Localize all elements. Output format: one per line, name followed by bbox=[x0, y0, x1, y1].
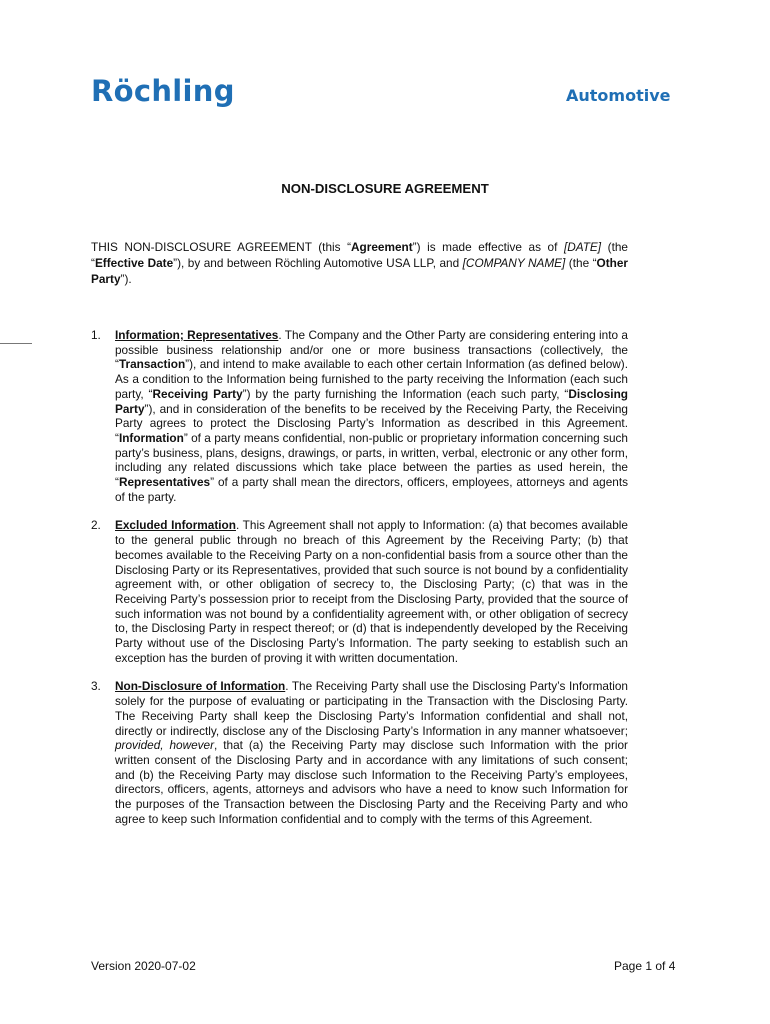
division-label: Automotive bbox=[566, 86, 671, 105]
section-non-disclosure bbox=[91, 679, 628, 826]
term-effective-date: Effective Date bbox=[94, 255, 174, 270]
section-heading: Non-Disclosure of Information bbox=[115, 679, 286, 694]
section-information-representatives bbox=[91, 328, 628, 504]
company-logo: Röchling bbox=[91, 74, 235, 108]
intro-paragraph: THIS NON-DISCLOSURE AGREEMENT (this “Agreement”) is made effective as of [DATE] (the “Effective Date”), by and between Röchling Automotive USA LLP, and [COMPANY NAME] (the “Other Party”). bbox=[91, 240, 629, 286]
margin-mark bbox=[0, 343, 32, 344]
section-number: 3. bbox=[91, 679, 101, 694]
footer-version: Version 2020-07-02 bbox=[91, 959, 196, 973]
section-number: 1. bbox=[91, 328, 101, 342]
section-text: Information; Representatives. The Company and the Other Party are considering entering into a possible business relationship and/or one or more business transactions (collectively, the “Transaction”), and intend to make available to each other certain Information (as defined below). As a condition to the Information being furnished to the party receiving the Information (each such party, “Receiving Party”) by the party furnishing the Information (each such party, “Disclosing Party”), and in consideration of the benefits to be received by the Receiving Party, the Receiving Party agrees to protect the Disclosing Party’s Information as described in this Agreement. “Information” of a party means confidential, non-public or proprietary information concerning such party’s business, plans, designs, drawings, or parts, in written, verbal, electronic or any other form, including any related discussions which take place between the parties as used herein, the “Representatives” of a party shall mean the directors, officers, employees, attorneys and agents of the party. bbox=[115, 328, 628, 504]
section-text: Non-Disclosure of Information. The Receiving Party shall use the Disclosing Party’s Information solely for the purpose of evaluating or participating in the Transaction with the Disclosing Party. The Receiving Party shall keep the Disclosing Party’s Information confidential and shall not, directly or indirectly, disclose any of the Disclosing Party’s Information in any manner whatsoever; provided, however, that (a) the Receiving Party may disclose such Information with the prior written consent of the Disclosing Party and in accordance with any limitations of such consent; and (b) the Receiving Party may disclose such Information to the Receiving Party’s employees, directors, officers, agents, attorneys and advisors who have a need to know such Information for the purposes of the Transaction between the Disclosing Party and the Receiving Party and who agree to keep such Information confidential and to comply with the terms of this Agreement. bbox=[115, 679, 628, 826]
section-heading: Excluded Information bbox=[115, 518, 236, 533]
section-heading: Information; Representatives bbox=[115, 328, 279, 342]
company-name-placeholder: [COMPANY NAME] bbox=[462, 255, 566, 270]
document-title: NON-DISCLOSURE AGREEMENT bbox=[281, 181, 489, 196]
date-placeholder: [DATE] bbox=[563, 240, 602, 254]
footer-page-number: Page 1 of 4 bbox=[614, 959, 676, 973]
term-other-party: Other Party bbox=[91, 255, 629, 286]
section-number: 2. bbox=[91, 518, 101, 533]
section-excluded-information bbox=[91, 518, 628, 665]
term-agreement: Agreement bbox=[351, 240, 413, 254]
section-text: Excluded Information. This Agreement shall not apply to Information: (a) that becomes available to the general public through no breach of this Agreement by the Receiving Party; (b) that becomes available to the Receiving Party on a non-confidential basis from a source other than the Disclosing Party or its Representatives, provided that such source is not bound by a confidentiality agreement with, or other obligation of secrecy to, the Disclosing Party; (c) that was in the Receiving Party’s possession prior to receipt from the Disclosing Party, provided that the source of such information was not bound by a confidentiality agreement with, or other obligation of secrecy to, the Disclosing Party in respect thereof; or (d) that is independently developed by the Receiving Party without use of the Disclosing Party’s Information. The party seeking to establish such an exception has the burden of proving it with written documentation. bbox=[115, 518, 628, 665]
sections-list bbox=[91, 328, 628, 841]
